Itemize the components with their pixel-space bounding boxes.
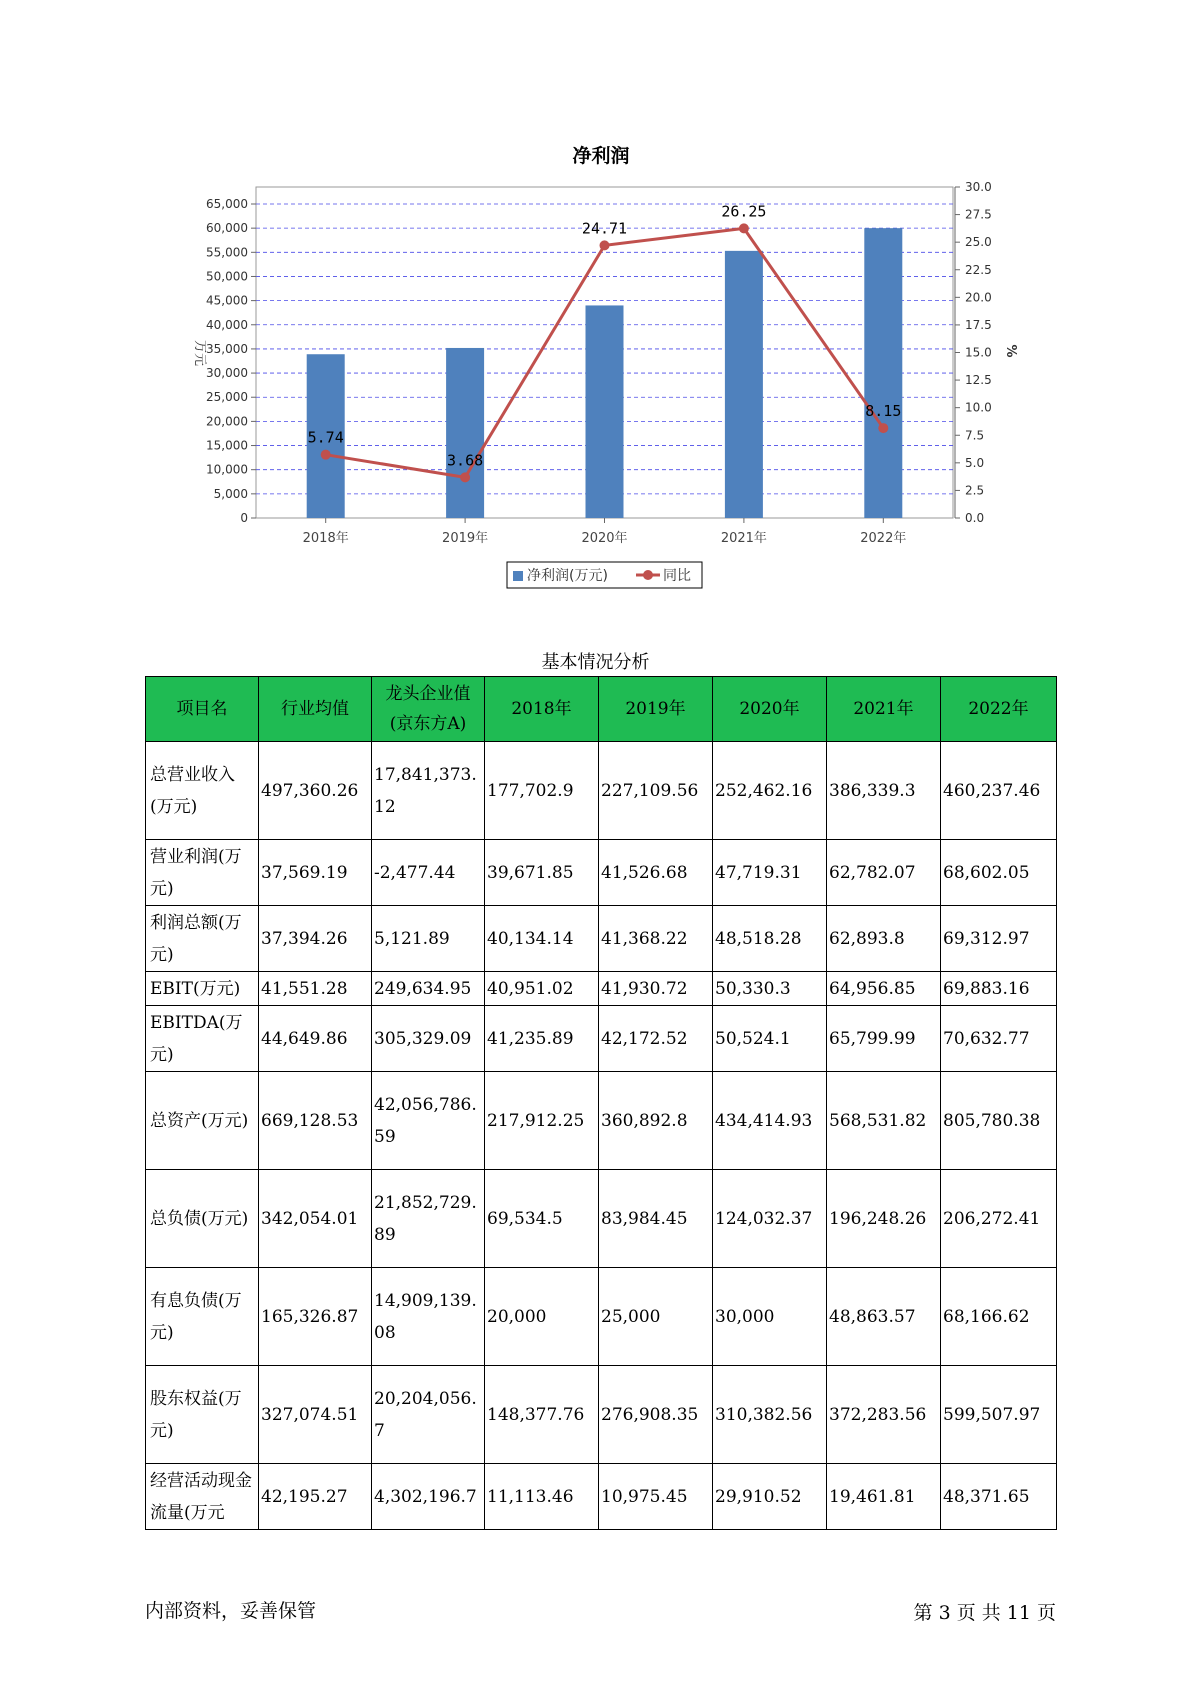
table-cell: -2,477.44 — [372, 840, 485, 906]
table-cell: 124,032.37 — [713, 1170, 827, 1268]
net-profit-chart — [0, 0, 1191, 600]
bar-net-profit — [446, 348, 484, 518]
table-cell: 148,377.76 — [485, 1366, 599, 1464]
table-row — [146, 1006, 1057, 1072]
table-row — [146, 1366, 1057, 1464]
table-cell: 19,461.81 — [827, 1464, 941, 1530]
row-label: EBITDA(万元) — [146, 1006, 259, 1072]
y2-tick-label: 10.0 — [965, 400, 992, 415]
point-yoy — [600, 240, 610, 250]
table-cell: 11,113.46 — [485, 1464, 599, 1530]
table-cell: 669,128.53 — [259, 1072, 372, 1170]
table-cell: 69,534.5 — [485, 1170, 599, 1268]
chart-svg — [0, 0, 1191, 600]
table-cell: 69,883.16 — [941, 972, 1057, 1006]
table-cell: 29,910.52 — [713, 1464, 827, 1530]
point-yoy — [321, 450, 331, 460]
table-cell: 165,326.87 — [259, 1268, 372, 1366]
row-label: EBIT(万元) — [146, 972, 259, 1006]
table-cell: 21,852,729.89 — [372, 1170, 485, 1268]
table-cell: 206,272.41 — [941, 1170, 1057, 1268]
data-label-yoy: 3.68 — [447, 451, 484, 470]
table-cell: 41,368.22 — [599, 906, 713, 972]
legend-label-line: 同比 — [663, 568, 691, 584]
y2-tick-label: 20.0 — [965, 290, 992, 305]
bar-net-profit — [586, 305, 624, 518]
table-cell: 599,507.97 — [941, 1366, 1057, 1464]
data-label-yoy: 24.71 — [581, 219, 628, 238]
table-cell: 40,951.02 — [485, 972, 599, 1006]
point-yoy — [460, 472, 470, 482]
y-tick-label: 30,000 — [206, 366, 248, 381]
table-cell: 41,235.89 — [485, 1006, 599, 1072]
table-cell: 249,634.95 — [372, 972, 485, 1006]
table-cell: 69,312.97 — [941, 906, 1057, 972]
table-cell: 41,930.72 — [599, 972, 713, 1006]
table-cell: 50,330.3 — [713, 972, 827, 1006]
y2-tick-label: 2.5 — [965, 483, 985, 498]
table-cell: 196,248.26 — [827, 1170, 941, 1268]
table-cell: 4,302,196.7 — [372, 1464, 485, 1530]
row-label: 总营业收入(万元) — [146, 742, 259, 840]
table-cell: 42,195.27 — [259, 1464, 372, 1530]
table-cell: 39,671.85 — [485, 840, 599, 906]
y2-tick-label: 25.0 — [965, 235, 992, 250]
header-2018: 2018年 — [485, 677, 599, 742]
table-cell: 44,649.86 — [259, 1006, 372, 1072]
y-tick-label: 50,000 — [206, 269, 248, 284]
table-cell: 48,863.57 — [827, 1268, 941, 1366]
y2-axis-label: % — [1003, 344, 1018, 358]
y2-tick-label: 5.0 — [965, 455, 985, 470]
table-cell: 372,283.56 — [827, 1366, 941, 1464]
x-tick-label: 2018年 — [302, 531, 349, 546]
row-label: 营业利润(万元) — [146, 840, 259, 906]
table-cell: 17,841,373.12 — [372, 742, 485, 840]
table-cell: 217,912.25 — [485, 1072, 599, 1170]
table-cell: 252,462.16 — [713, 742, 827, 840]
table-cell: 62,893.8 — [827, 906, 941, 972]
bar-net-profit — [864, 228, 902, 518]
y2-tick-label: 30.0 — [965, 180, 992, 194]
row-label: 股东权益(万元) — [146, 1366, 259, 1464]
table-cell: 64,956.85 — [827, 972, 941, 1006]
table-cell: 42,172.52 — [599, 1006, 713, 1072]
table-cell: 805,780.38 — [941, 1072, 1057, 1170]
y-tick-label: 20,000 — [206, 414, 248, 429]
table-cell: 227,109.56 — [599, 742, 713, 840]
table-cell: 37,569.19 — [259, 840, 372, 906]
table-cell: 41,526.68 — [599, 840, 713, 906]
header-2021: 2021年 — [827, 677, 941, 742]
table-cell: 305,329.09 — [372, 1006, 485, 1072]
header-item-name: 项目名 — [146, 677, 259, 742]
y-tick-label: 45,000 — [206, 293, 248, 308]
table-cell: 460,237.46 — [941, 742, 1057, 840]
y2-tick-label: 22.5 — [965, 262, 992, 277]
table-cell: 47,719.31 — [713, 840, 827, 906]
table-cell: 50,524.1 — [713, 1006, 827, 1072]
x-tick-label: 2022年 — [860, 531, 907, 546]
y-tick-label: 25,000 — [206, 390, 248, 405]
table-cell: 48,518.28 — [713, 906, 827, 972]
table-row — [146, 1170, 1057, 1268]
x-tick-label: 2020年 — [581, 531, 628, 546]
y2-tick-label: 7.5 — [965, 428, 985, 443]
table-cell: 48,371.65 — [941, 1464, 1057, 1530]
table-cell: 65,799.99 — [827, 1006, 941, 1072]
table-cell: 25,000 — [599, 1268, 713, 1366]
x-tick-label: 2021年 — [720, 531, 767, 546]
y-tick-label: 55,000 — [206, 245, 248, 260]
y-tick-label: 0 — [240, 511, 248, 525]
row-label: 总负债(万元) — [146, 1170, 259, 1268]
table-cell: 10,975.45 — [599, 1464, 713, 1530]
table-cell: 14,909,139.08 — [372, 1268, 485, 1366]
table-cell: 42,056,786.59 — [372, 1072, 485, 1170]
table-row — [146, 906, 1057, 972]
y2-tick-label: 0.0 — [965, 511, 985, 525]
table-cell: 434,414.93 — [713, 1072, 827, 1170]
y-tick-label: 10,000 — [206, 462, 248, 477]
table-row — [146, 742, 1057, 840]
table-cell: 30,000 — [713, 1268, 827, 1366]
header-2022: 2022年 — [941, 677, 1057, 742]
table-cell: 5,121.89 — [372, 906, 485, 972]
legend-swatch-bar — [513, 571, 523, 581]
table-row — [146, 840, 1057, 906]
y-tick-label: 40,000 — [206, 317, 248, 332]
y-tick-label: 15,000 — [206, 438, 248, 453]
table-cell: 20,204,056.7 — [372, 1366, 485, 1464]
header-2019: 2019年 — [599, 677, 713, 742]
footer-confidential-note: 内部资料，妥善保管 — [145, 1600, 317, 1622]
data-label-yoy: 8.15 — [865, 402, 902, 421]
table-cell: 327,074.51 — [259, 1366, 372, 1464]
table-row — [146, 1268, 1057, 1366]
legend-swatch-marker — [643, 570, 653, 580]
table-cell: 83,984.45 — [599, 1170, 713, 1268]
header-leader-value: 龙头企业值(京东方A) — [372, 677, 485, 742]
table-cell: 41,551.28 — [259, 972, 372, 1006]
y2-tick-label: 15.0 — [965, 345, 992, 360]
point-yoy — [739, 223, 749, 233]
basic-analysis-table — [145, 676, 1057, 1530]
header-industry-avg: 行业均值 — [259, 677, 372, 742]
y2-tick-label: 12.5 — [965, 373, 992, 388]
y2-tick-label: 27.5 — [965, 207, 992, 222]
table-row — [146, 1464, 1057, 1530]
table-cell: 177,702.9 — [485, 742, 599, 840]
data-label-yoy: 26.25 — [721, 202, 767, 221]
legend-label-bar: 净利润(万元) — [527, 568, 608, 584]
y-tick-label: 5,000 — [213, 486, 248, 501]
table-cell: 40,134.14 — [485, 906, 599, 972]
y-axis-label: 万元 — [192, 339, 207, 367]
table-cell: 310,382.56 — [713, 1366, 827, 1464]
table-cell: 62,782.07 — [827, 840, 941, 906]
y-tick-label: 35,000 — [206, 341, 248, 356]
footer-page-number: 第 3 页 共 11 页 — [913, 1602, 1056, 1624]
bar-net-profit — [725, 251, 763, 518]
row-label: 经营活动现金流量(万元 — [146, 1464, 259, 1530]
table-row — [146, 1072, 1057, 1170]
point-yoy — [878, 423, 888, 433]
row-label: 有息负债(万元) — [146, 1268, 259, 1366]
y2-tick-label: 17.5 — [965, 317, 992, 332]
table-cell: 68,602.05 — [941, 840, 1057, 906]
table-cell: 342,054.01 — [259, 1170, 372, 1268]
table-cell: 568,531.82 — [827, 1072, 941, 1170]
table-cell: 276,908.35 — [599, 1366, 713, 1464]
table-caption: 基本情况分析 — [541, 652, 650, 673]
table-header-row — [146, 677, 1057, 742]
table-cell: 68,166.62 — [941, 1268, 1057, 1366]
x-tick-label: 2019年 — [442, 531, 489, 546]
y-tick-label: 65,000 — [206, 197, 248, 211]
data-label-yoy: 5.74 — [307, 428, 344, 447]
table-row — [146, 972, 1057, 1006]
table-cell: 360,892.8 — [599, 1072, 713, 1170]
table-cell: 497,360.26 — [259, 742, 372, 840]
table-cell: 70,632.77 — [941, 1006, 1057, 1072]
y-tick-label: 60,000 — [206, 221, 248, 236]
table-cell: 386,339.3 — [827, 742, 941, 840]
chart-title: 净利润 — [572, 145, 630, 167]
header-2020: 2020年 — [713, 677, 827, 742]
table-cell: 37,394.26 — [259, 906, 372, 972]
row-label: 总资产(万元) — [146, 1072, 259, 1170]
table-cell: 20,000 — [485, 1268, 599, 1366]
row-label: 利润总额(万元) — [146, 906, 259, 972]
